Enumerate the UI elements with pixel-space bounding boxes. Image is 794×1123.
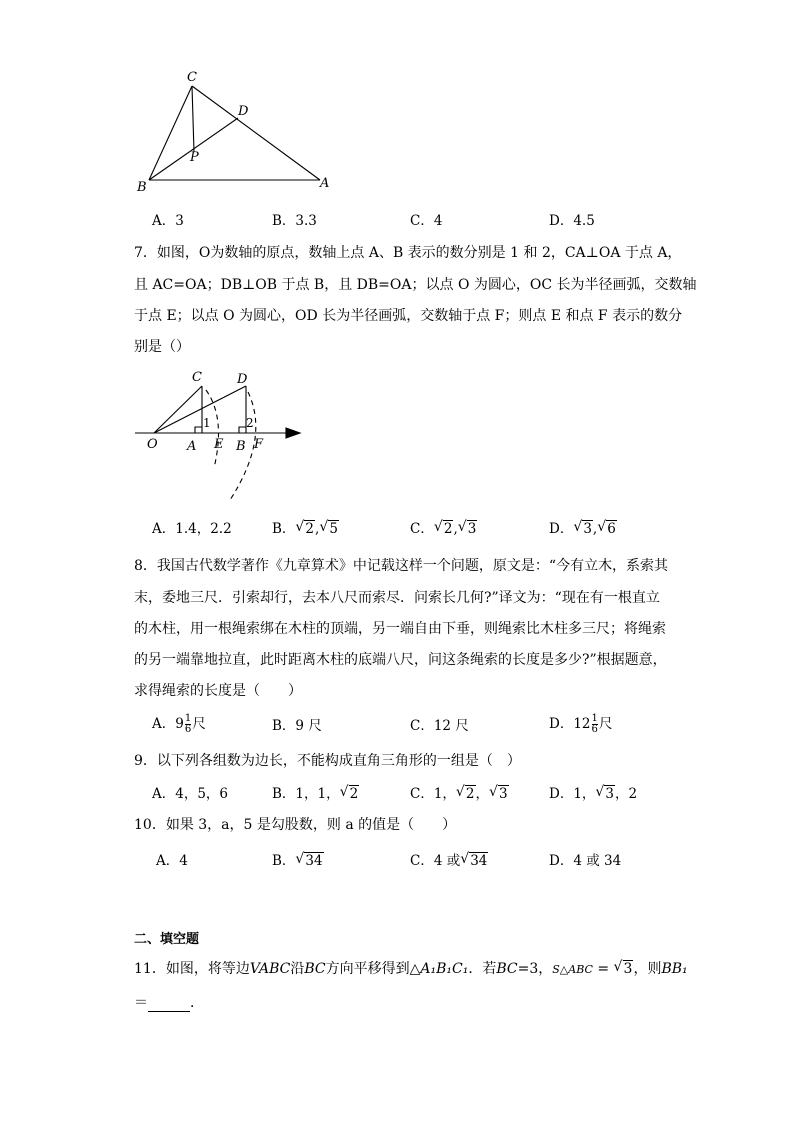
- label-c: C: [187, 70, 197, 85]
- q8-line-5: 求得绳索的长度是（ ）: [134, 683, 302, 699]
- q9-option-c: C．1， √ 2， √ 3: [410, 784, 508, 802]
- q8-line-4: 的另一端靠地拉直，此时距离木柱的底端八尺，问这条绳索的长度是多少?”根据题意，: [134, 652, 667, 668]
- q7-label-a: A: [187, 439, 197, 454]
- q10-option-c: C．4 或 √ 34: [410, 851, 488, 869]
- q7-label-d: D: [237, 372, 248, 387]
- q8-option-d: D．12 $\frac{1}{6}$ 尺: [549, 713, 613, 735]
- q6-option-d: D．4.5: [549, 213, 595, 229]
- q7-label-b: B: [236, 439, 246, 454]
- q7-line-1: 7．如图，O为数轴的原点，数轴上点 A、B 表示的数分别是 1 和 2，CA⊥OA 于点 A，: [134, 245, 682, 261]
- q10-option-b: B． √ 34: [272, 851, 323, 869]
- q9-option-a: A．4，5，6: [152, 786, 229, 802]
- q7-label-f: F: [254, 437, 264, 452]
- number-line-figure-q7: [130, 368, 310, 503]
- label-a: A: [320, 176, 330, 191]
- q8-option-a: A．9 $\frac{1}{6}$ 尺: [152, 713, 206, 735]
- q9-option-d: D．1， √ 3，2: [549, 784, 638, 802]
- section-title-fill-in: 二、填空题: [134, 932, 200, 947]
- q7-option-b: B． √ 2, √ 5: [272, 519, 338, 537]
- q7-label-2: 2: [246, 416, 254, 430]
- q10-option-a: A．4: [156, 853, 188, 869]
- q9-stem: 9．以下列各组数为边长，不能构成直角三角形的一组是（ ）: [134, 753, 521, 769]
- q7-label-1: 1: [203, 416, 211, 430]
- label-b: B: [137, 180, 147, 195]
- q7-option-d: D． √ 3, √ 6: [549, 519, 616, 537]
- q7-line-4: 别是（）: [134, 339, 190, 355]
- q6-option-c: C．4: [410, 213, 443, 229]
- q8-line-2: 末，委地三尺．引索却行，去本八尺而索尽．问索长几何?”译文为：“现在有一根直立: [134, 590, 660, 606]
- q11-line-1: 11．如图，将等边VABC沿BC方向平移得到△A₁B₁C₁．若BC=3，S△ABC = √ 3，则BB₁: [134, 959, 688, 977]
- q7-line-3: 于点 E；以点 O 为圆心，OD 长为半径画弧，交数轴于点 F；则点 E 和点 F 表示的数分: [134, 308, 683, 324]
- q8-option-c: C．12 尺: [410, 718, 469, 734]
- label-p: P: [190, 150, 199, 165]
- q6-option-b: B．3.3: [272, 213, 317, 229]
- triangle-figure-q6: [130, 68, 340, 198]
- q6-option-a: A．3: [152, 213, 184, 229]
- q11-line-2: ＝ ．: [134, 995, 204, 1011]
- q7-label-o: O: [147, 437, 158, 452]
- q7-label-c: C: [192, 370, 202, 385]
- q7-option-a: A．1.4，2.2: [152, 521, 232, 537]
- q9-option-b: B．1，1， √ 2: [272, 784, 359, 802]
- q8-option-b: B．9 尺: [272, 718, 322, 734]
- q8-line-3: 的木柱，用一根绳索绑在木柱的顶端，另一端自由下垂，则绳索比木柱多三尺；将绳索: [134, 621, 666, 637]
- label-d: D: [238, 104, 249, 119]
- q7-option-c: C． √ 2, √ 3: [410, 519, 477, 537]
- q7-line-2: 且 AC=OA；DB⊥OB 于点 B，且 DB=OA；以点 O 为圆心，OC 长为半径画弧，交数轴: [134, 277, 697, 293]
- q7-label-e: E: [214, 437, 224, 452]
- q8-line-1: 8．我国古代数学著作《九章算术》中记载这样一个问题，原文是：“今有立木，系索其: [134, 558, 669, 574]
- q10-option-d: D．4 或 34: [549, 853, 622, 869]
- q10-stem: 10．如果 3，a，5 是勾股数，则 a 的值是（ ）: [134, 817, 457, 833]
- q11-answer-blank[interactable]: [148, 997, 190, 1012]
